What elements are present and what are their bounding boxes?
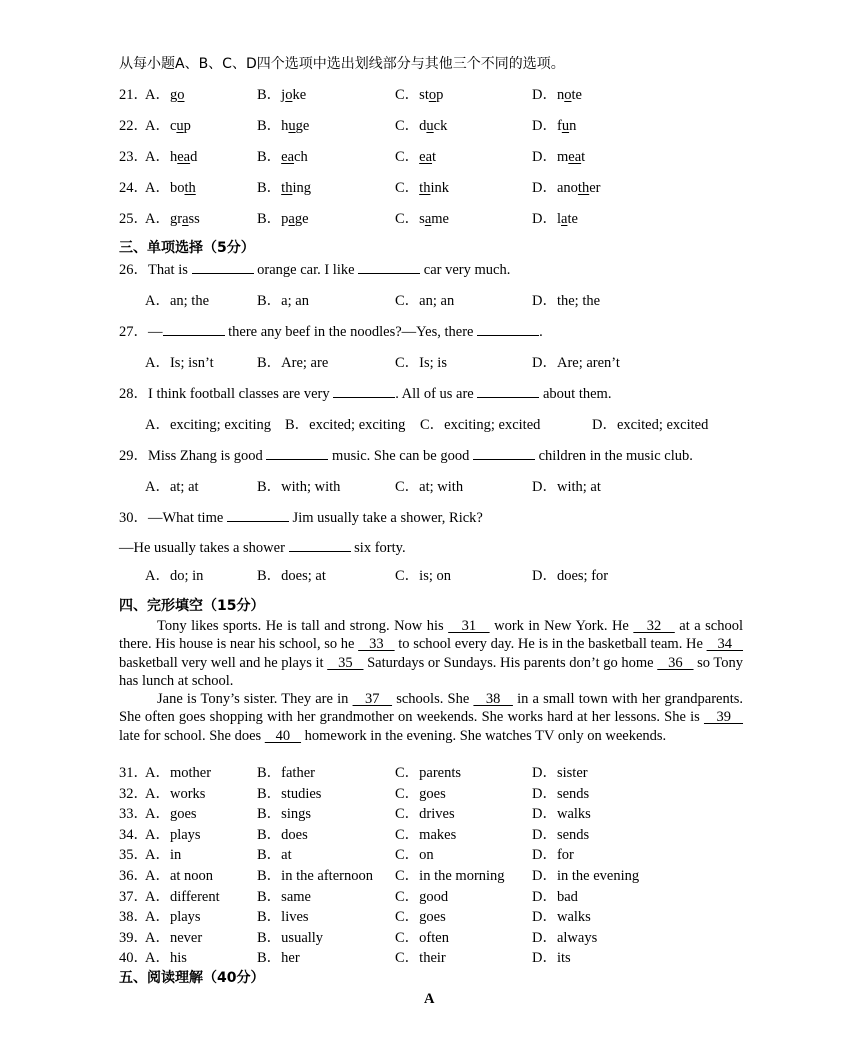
question-number: 24．: [119, 180, 148, 196]
q27-text-2: there any beef in the noodles?—Yes, there: [224, 324, 478, 340]
phonetic-option-b[interactable]: [257, 86, 306, 104]
cloze-question-number: 37．: [119, 888, 148, 905]
cloze-question-number: 39．: [119, 929, 148, 946]
q30-blank-2[interactable]: [289, 551, 351, 552]
word-part: bo: [169, 180, 185, 196]
underlined-letters: o: [428, 87, 437, 103]
q26-option-c[interactable]: C．an; an: [395, 293, 455, 309]
option-letter: D．: [532, 180, 557, 196]
underlined-letters: go: [169, 87, 185, 103]
cloze-option-b[interactable]: B．at: [257, 847, 292, 864]
q29-option-c[interactable]: C．at; with: [395, 479, 464, 495]
phonetic-option-b[interactable]: [257, 148, 308, 166]
q27-text-1: 27．—: [119, 324, 163, 340]
word-part: ke: [292, 87, 307, 103]
question-number: 23．: [119, 149, 148, 165]
word-part: d: [190, 149, 198, 165]
cloze-blank-39[interactable]: 39: [703, 709, 744, 726]
option-letter: A．: [145, 118, 170, 134]
cloze-option-a[interactable]: A．works: [145, 785, 206, 802]
cloze-option-a[interactable]: A．different: [145, 888, 220, 905]
q30-option-a[interactable]: A．do; in: [145, 568, 204, 584]
word-part: me: [431, 211, 449, 227]
q30-option-d[interactable]: D．does; for: [532, 568, 609, 584]
underlined-letters: o: [285, 87, 293, 103]
q27-option-c[interactable]: C．Is; is: [395, 355, 447, 371]
underlined-letters: ea: [568, 149, 582, 165]
underlined-letters: a: [561, 211, 568, 227]
underlined-letters: a: [424, 211, 432, 227]
underlined-letters: th: [281, 180, 293, 196]
phonetic-option-c[interactable]: [395, 117, 447, 135]
phonetic-option-c[interactable]: [395, 210, 449, 228]
cloze-question-number: 36．: [119, 868, 148, 884]
cloze-option-b[interactable]: B．does: [257, 826, 308, 843]
cloze-option-d[interactable]: D．in the evening: [532, 868, 640, 884]
cloze-option-a[interactable]: A．his: [145, 950, 187, 967]
word-part: ck: [433, 118, 448, 134]
q26-blank-2[interactable]: [358, 273, 420, 274]
cloze-question-number: 31．: [119, 765, 148, 781]
cloze-question-number: 32．: [119, 785, 148, 802]
cloze-option-c[interactable]: C．good: [395, 888, 449, 905]
phonetic-option-d[interactable]: [532, 86, 582, 104]
q30-text-1: 30．—What time: [119, 510, 227, 526]
cloze-paragraph-1: [119, 617, 743, 690]
cloze-option-d[interactable]: D．sends: [532, 826, 590, 843]
phonetic-option-a[interactable]: [145, 179, 196, 197]
q27-option-b[interactable]: B．Are; are: [257, 355, 329, 371]
underlined-letters: th: [184, 180, 196, 196]
phonetic-option-b[interactable]: [257, 117, 309, 135]
option-letter: B．: [257, 87, 282, 103]
cloze-option-a[interactable]: A．plays: [145, 826, 201, 843]
q30-blank-1[interactable]: [227, 521, 289, 522]
q29-text-3: children in the music club.: [535, 448, 693, 464]
cloze-option-a[interactable]: A．plays: [145, 909, 201, 926]
cloze-option-c[interactable]: C．goes: [395, 909, 446, 926]
phonetic-option-b[interactable]: [257, 210, 309, 228]
phonetic-option-c[interactable]: [395, 179, 449, 197]
phonetic-option-c[interactable]: [395, 86, 443, 104]
cloze-text: basketball very well and he plays it: [119, 654, 328, 671]
cloze-option-c[interactable]: C．in the morning: [395, 868, 505, 884]
option-letter: C．: [395, 180, 420, 196]
cloze-option-d[interactable]: D．sister: [532, 765, 588, 781]
option-letter: C．: [395, 87, 420, 103]
q28-option-a[interactable]: A．exciting; exciting: [145, 417, 272, 433]
word-part: ing: [292, 180, 311, 196]
word-part: t: [581, 149, 586, 165]
option-letter: D．: [532, 87, 557, 103]
q28-text-2: . All of us are: [395, 386, 478, 402]
option-letter: A．: [145, 87, 170, 103]
underlined-letters: a: [288, 211, 295, 227]
q30-option-c[interactable]: C．is; on: [395, 568, 451, 584]
cloze-option-a[interactable]: A．in: [145, 847, 182, 864]
q26-option-a[interactable]: A．an; the: [145, 293, 210, 309]
cloze-text: so Tony has lunch at school.: [119, 654, 744, 689]
cloze-text: work in New York. He: [489, 618, 634, 634]
cloze-question-number: 33．: [119, 806, 148, 823]
cloze-option-d[interactable]: D．walks: [532, 806, 591, 823]
word-part: ge: [295, 118, 310, 134]
q30-text-4: six forty.: [350, 540, 406, 556]
underlined-letters: ea: [281, 149, 295, 165]
word-part: gr: [169, 211, 183, 227]
phonetic-option-d[interactable]: [532, 210, 578, 228]
q26-text-2: orange car. I like: [253, 262, 359, 278]
cloze-question-number: 40．: [119, 950, 148, 967]
cloze-option-c[interactable]: C．goes: [395, 785, 446, 802]
word-part: ch: [294, 149, 308, 165]
word-part: s: [419, 211, 425, 227]
word-part: c: [169, 118, 177, 134]
question-30-line-2: [119, 539, 406, 557]
cloze-option-b[interactable]: B．studies: [257, 785, 322, 802]
underlined-letters: o: [564, 87, 572, 103]
cloze-option-b[interactable]: B．lives: [257, 909, 309, 926]
option-letter: A．: [145, 180, 170, 196]
underlined-letters: u: [561, 118, 570, 134]
phonetic-option-c[interactable]: [395, 148, 436, 166]
section4-title: 四、完形填空（15分）: [119, 598, 265, 614]
cloze-blank-37[interactable]: 37: [352, 691, 393, 708]
cloze-blank-38[interactable]: 38: [473, 691, 513, 708]
option-letter: C．: [395, 211, 420, 227]
q28-blank-1[interactable]: [333, 397, 395, 398]
cloze-option-c[interactable]: C．on: [395, 847, 434, 864]
q30-text-3: —He usually takes a shower: [119, 540, 289, 556]
cloze-blank-35[interactable]: 35: [327, 654, 364, 671]
option-letter: C．: [395, 118, 420, 134]
phonetic-option-d[interactable]: [532, 179, 600, 197]
cloze-option-d[interactable]: D．for: [532, 847, 574, 864]
cloze-text: schools. She: [392, 691, 474, 708]
option-letter: C．: [395, 149, 420, 165]
cloze-option-d[interactable]: D．always: [532, 929, 598, 946]
q30-option-b[interactable]: B．does; at: [257, 568, 326, 584]
underlined-letters: u: [288, 118, 296, 134]
question-29: [119, 447, 693, 465]
cloze-question-number: 34．: [119, 826, 148, 843]
q28-text-1: 28．I think football classes are very: [119, 386, 334, 402]
word-part: p: [183, 118, 191, 134]
q26-option-d[interactable]: D．the; the: [532, 293, 601, 309]
underlined-letters: a: [182, 211, 189, 227]
option-letter: A．: [145, 211, 170, 227]
option-letter: B．: [257, 149, 282, 165]
question-number: 22．: [119, 118, 148, 134]
q26-option-b[interactable]: B．a; an: [257, 293, 309, 309]
q26-text-3: car very much.: [420, 262, 511, 278]
word-part: ss: [188, 211, 200, 227]
word-part: h: [281, 118, 289, 134]
q28-blank-2[interactable]: [477, 397, 539, 398]
phonetic-option-a[interactable]: [145, 86, 184, 104]
underlined-letters: u: [176, 118, 184, 134]
q29-text-1: 29．Miss Zhang is good: [119, 448, 267, 464]
word-part: p: [281, 211, 289, 227]
cloze-blank-33[interactable]: 33: [358, 636, 395, 653]
cloze-option-c[interactable]: C．their: [395, 950, 446, 967]
q29-blank-2[interactable]: [473, 459, 535, 460]
section3-title: 三、单项选择（5分）: [119, 240, 255, 256]
cloze-text: Saturdays or Sundays. His parents don’t go home: [363, 654, 658, 671]
cloze-text: Tony likes sports. He is tall and strong. Now his: [157, 618, 449, 634]
word-part: n: [569, 118, 577, 134]
question-number: 25．: [119, 211, 148, 227]
word-part: l: [556, 211, 562, 227]
cloze-option-a[interactable]: A．at noon: [145, 868, 214, 884]
word-part: te: [567, 211, 578, 227]
cloze-text: late for school. She does: [119, 727, 265, 744]
word-part: h: [169, 149, 178, 165]
word-part: t: [432, 149, 437, 165]
phonetic-option-a[interactable]: [145, 210, 200, 228]
cloze-text: homework in the evening. She watches TV only on weekends.: [301, 727, 667, 744]
phonetic-option-a[interactable]: [145, 148, 197, 166]
underlined-letters: ea: [419, 149, 433, 165]
cloze-passage: [119, 617, 743, 745]
question-30-line-1: [119, 509, 483, 527]
cloze-text: to school every day. He is in the basketball team. He: [394, 636, 707, 653]
q29-blank-1[interactable]: [266, 459, 328, 460]
q28-option-c[interactable]: C．exciting; excited: [420, 417, 541, 433]
underlined-letters: u: [426, 118, 434, 134]
q27-option-d[interactable]: D．Are; aren’t: [532, 355, 620, 371]
q27-blank-1[interactable]: [163, 335, 225, 336]
q28-option-b[interactable]: B．excited; exciting: [285, 417, 406, 433]
cloze-option-a[interactable]: A．mother: [145, 765, 212, 781]
option-letter: A．: [145, 149, 170, 165]
section5-title: 五、阅读理解（40分）: [119, 970, 265, 986]
cloze-option-c[interactable]: C．drives: [395, 806, 455, 823]
cloze-option-d[interactable]: D．walks: [532, 909, 591, 926]
cloze-text: Jane is Tony’s sister. They are in: [157, 691, 353, 708]
q26-blank-1[interactable]: [192, 273, 254, 274]
q29-text-2: music. She can be good: [328, 448, 473, 464]
question-number: 21．: [119, 87, 148, 103]
cloze-blank-40[interactable]: 40: [264, 727, 302, 744]
option-letter: B．: [257, 211, 282, 227]
cloze-option-b[interactable]: B．sings: [257, 806, 311, 823]
cloze-option-b[interactable]: B．in the afternoon: [257, 868, 373, 884]
phonetic-option-d[interactable]: [532, 117, 576, 135]
word-part: m: [556, 149, 569, 165]
cloze-option-b[interactable]: B．her: [257, 950, 300, 967]
cloze-option-b[interactable]: B．usually: [257, 929, 324, 946]
cloze-option-d[interactable]: D．bad: [532, 888, 578, 905]
instruction-text: 从每小题A、B、C、D四个选项中选出划线部分与其他三个不同的选项。: [119, 56, 565, 72]
cloze-blank-32[interactable]: 32: [633, 618, 675, 634]
word-part: er: [589, 180, 601, 196]
phonetic-option-b[interactable]: [257, 179, 311, 197]
cloze-blank-34[interactable]: 34: [706, 636, 744, 653]
cloze-blank-31[interactable]: 31: [448, 618, 490, 634]
word-part: ink: [430, 180, 449, 196]
option-letter: D．: [532, 211, 557, 227]
option-letter: B．: [257, 180, 282, 196]
question-27: [119, 323, 543, 341]
word-part: j: [281, 87, 286, 103]
word-part: te: [571, 87, 582, 103]
question-28: [119, 385, 611, 403]
underlined-letters: ea: [177, 149, 191, 165]
word-part: d: [419, 118, 427, 134]
q28-text-3: about them.: [539, 386, 612, 402]
cloze-option-c[interactable]: C．makes: [395, 826, 457, 843]
cloze-question-number: 35．: [119, 847, 148, 864]
q29-option-b[interactable]: B．with; with: [257, 479, 341, 495]
question-26: [119, 261, 510, 279]
q29-option-a[interactable]: A．at; at: [145, 479, 199, 495]
cloze-question-number: 38．: [119, 909, 148, 926]
cloze-text: in a small town with her grandparents. She often goes shopping with her grandmother on weekends. She works hard at her lessons. She is: [119, 691, 744, 726]
cloze-option-d[interactable]: D．its: [532, 950, 571, 967]
word-part: n: [556, 87, 565, 103]
cloze-option-b[interactable]: B．same: [257, 888, 311, 905]
word-part: f: [556, 118, 562, 134]
passage-label: A: [424, 991, 435, 1007]
word-part: p: [436, 87, 444, 103]
q27-blank-2[interactable]: [477, 335, 539, 336]
word-part: ge: [294, 211, 309, 227]
option-letter: D．: [532, 118, 557, 134]
cloze-paragraph-2: [119, 690, 743, 745]
cloze-option-b[interactable]: B．father: [257, 765, 315, 781]
cloze-option-d[interactable]: D．sends: [532, 785, 590, 802]
q28-option-d[interactable]: D．excited; excited: [592, 417, 709, 433]
option-letter: D．: [532, 149, 557, 165]
cloze-option-c[interactable]: C．parents: [395, 765, 462, 781]
cloze-option-a[interactable]: A．goes: [145, 806, 197, 823]
cloze-text: at a school there. His house is near his school, so he: [119, 618, 744, 653]
q30-text-2: Jim usually take a shower, Rick?: [288, 510, 483, 526]
q29-option-d[interactable]: D．with; at: [532, 479, 601, 495]
q28-options: [145, 416, 708, 434]
cloze-option-c[interactable]: C．often: [395, 929, 449, 946]
q26-text-1: 26．That is: [119, 262, 192, 278]
word-part: ano: [556, 180, 578, 196]
phonetic-option-d[interactable]: [532, 148, 585, 166]
word-part: st: [419, 87, 429, 103]
cloze-blank-36[interactable]: 36: [657, 654, 694, 671]
cloze-option-a[interactable]: A．never: [145, 929, 203, 946]
phonetic-option-a[interactable]: [145, 117, 191, 135]
q27-option-a[interactable]: A．Is; isn’t: [145, 355, 214, 371]
option-letter: B．: [257, 118, 282, 134]
underlined-letters: th: [419, 180, 431, 196]
underlined-letters: th: [577, 180, 590, 196]
q27-text-3: .: [539, 324, 543, 340]
